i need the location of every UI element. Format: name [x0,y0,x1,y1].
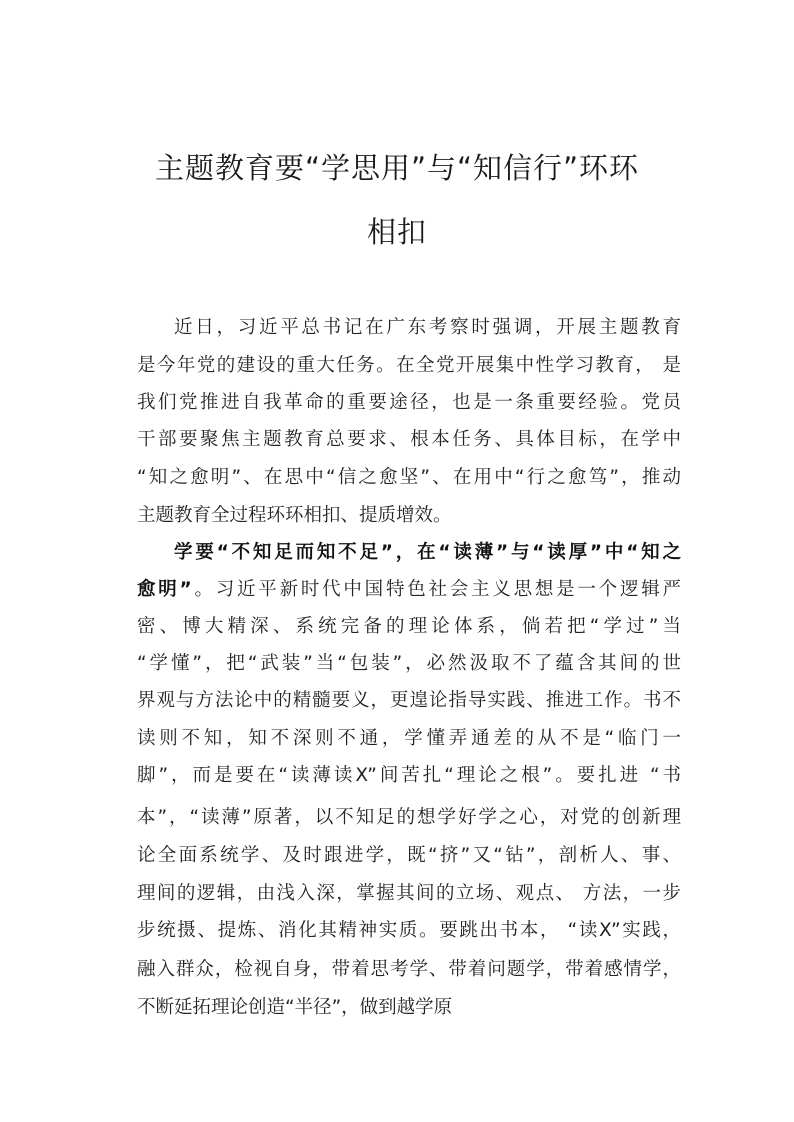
text-line: 主题教育全过程环环相扣、提质增效。 [137,505,452,526]
title-line-2: 相扣 [366,215,427,249]
text-line: 步统摄、提炼、消化其精神实质。要跳出书本， “读X”实践， [137,920,681,941]
text-line: “学懂”，把“武装”当“包装”，必然汲取不了蕴含其间的世 [137,653,681,674]
text-line: 理间的逻辑，由浅入深，掌握其间的立场、观点、 方法，一步 [137,883,681,904]
text-line: 论全面系统学、及时跟进学，既“挤”又“钻”，剖析人、事、 [137,845,681,866]
text-span: 。习近平新时代中国特色社会主义思想是一个逻辑严 [191,579,681,600]
section-heading: 学要“不知足而知不足”，在“读薄”与“读厚”中“知之 [174,542,681,563]
text-line: 密、博大精深、系统完备的理论体系，倘若把“学过”当 [137,616,681,637]
text-line: 是今年党的建设的重大任务。在全党开展集中性学习教育， 是 [137,355,681,376]
text-line: 我们党推进自我革命的重要途径，也是一条重要经验。党员 [137,392,681,413]
text-line: 脚”，而是要在“读薄读X”间苦扎“理论之根”。要扎进 “书 [137,765,681,786]
text-line: 融入群众，检视自身，带着思考学、带着问题学，带着感情学， [137,959,681,980]
text-line [137,578,681,602]
text-line: 不断延拓理论创造“半径”，做到越学原 [137,997,453,1018]
text-line: “知之愈明”、在思中“信之愈坚”、在用中“行之愈笃”，推动 [137,467,681,488]
text-line: 干部要聚焦主题教育总要求、根本任务、具体目标，在学中 [137,429,681,450]
text-line: 界观与方法论中的精髓要义，更遑论指导实践、推进工作。书不 [137,690,681,711]
title-line-1: 主题教育要“学思用”与“知信行”环环 [154,151,640,185]
text-line: 本”，“读薄”原著，以不知足的想学好学之心，对党的创新理 [137,807,681,828]
text-line: 读则不知，知不深则不通，学懂弄通差的从不是“临门一 [137,728,681,749]
section-heading-end: 愈明” [137,579,192,600]
text-line: 近日，习近平总书记在广东考察时强调，开展主题教育 [174,317,681,338]
